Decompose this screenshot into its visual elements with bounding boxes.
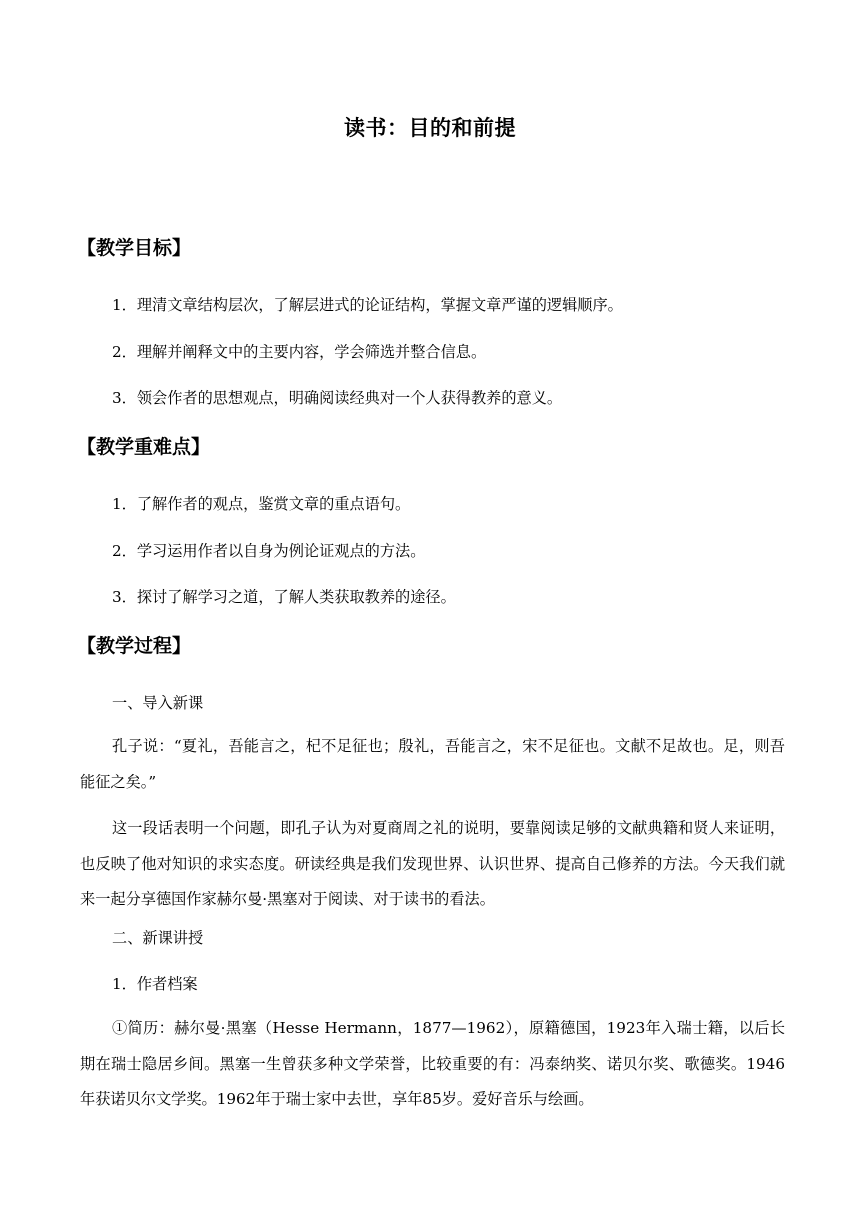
paragraph-intro-explanation: 这一段话表明一个问题，即孔子认为对夏商周之礼的说明，要靠阅读足够的文献典籍和贤人来证明，也反映了他对知识的求实态度。研读经典是我们发现世界、认识世界、提高自己修养的方法。今天我们就来一起分享德国作家赫尔曼·黑塞对于阅读、对于读书的看法。 [80,819,785,908]
paragraph-confucius-quote: 孔子说：“夏礼，吾能言之，杞不足征也；殷礼，吾能言之，宋不足征也。文献不足故也。足，则吾能征之矣。” [80,737,785,791]
section-heading-process: 【教学过程】 [77,635,192,657]
goal-item-1: 1．理清文章结构层次，了解层进式的论证结构，掌握文章严谨的逻辑顺序。 [112,296,623,314]
goal-item-3: 3．领会作者的思想观点，明确阅读经典对一个人获得教养的意义。 [112,389,563,407]
key-point-item-3: 3．探讨了解学习之道，了解人类获取教养的途径。 [112,588,456,606]
paragraph-author-bio: ①简历：赫尔曼·黑塞（Hesse Hermann，1877—1962），原籍德国，1923年入瑞士籍，以后长期在瑞士隐居乡间。黑塞一生曾获多种文学荣誉，比较重要的有：冯泰纳奖、诺贝尔奖、歌德奖。1946年获诺贝尔文学奖。1962年于瑞士家中去世，享年85岁。爱好音乐与绘画。 [80,1019,785,1108]
section-heading-key-points: 【教学重难点】 [77,436,211,458]
key-point-item-2: 2．学习运用作者以自身为例论证观点的方法。 [112,542,426,560]
subheading-intro: 一、导入新课 [112,694,204,712]
goal-item-2: 2．理解并阐释文中的主要内容，学会筛选并整合信息。 [112,343,487,361]
key-point-item-1: 1．了解作者的观点，鉴赏文章的重点语句。 [112,495,411,513]
subheading-author-profile: 1．作者档案 [112,975,198,993]
subheading-new-lesson: 二、新课讲授 [112,929,204,947]
document-title: 读书：目的和前提 [344,115,516,140]
section-heading-goals: 【教学目标】 [77,237,192,259]
